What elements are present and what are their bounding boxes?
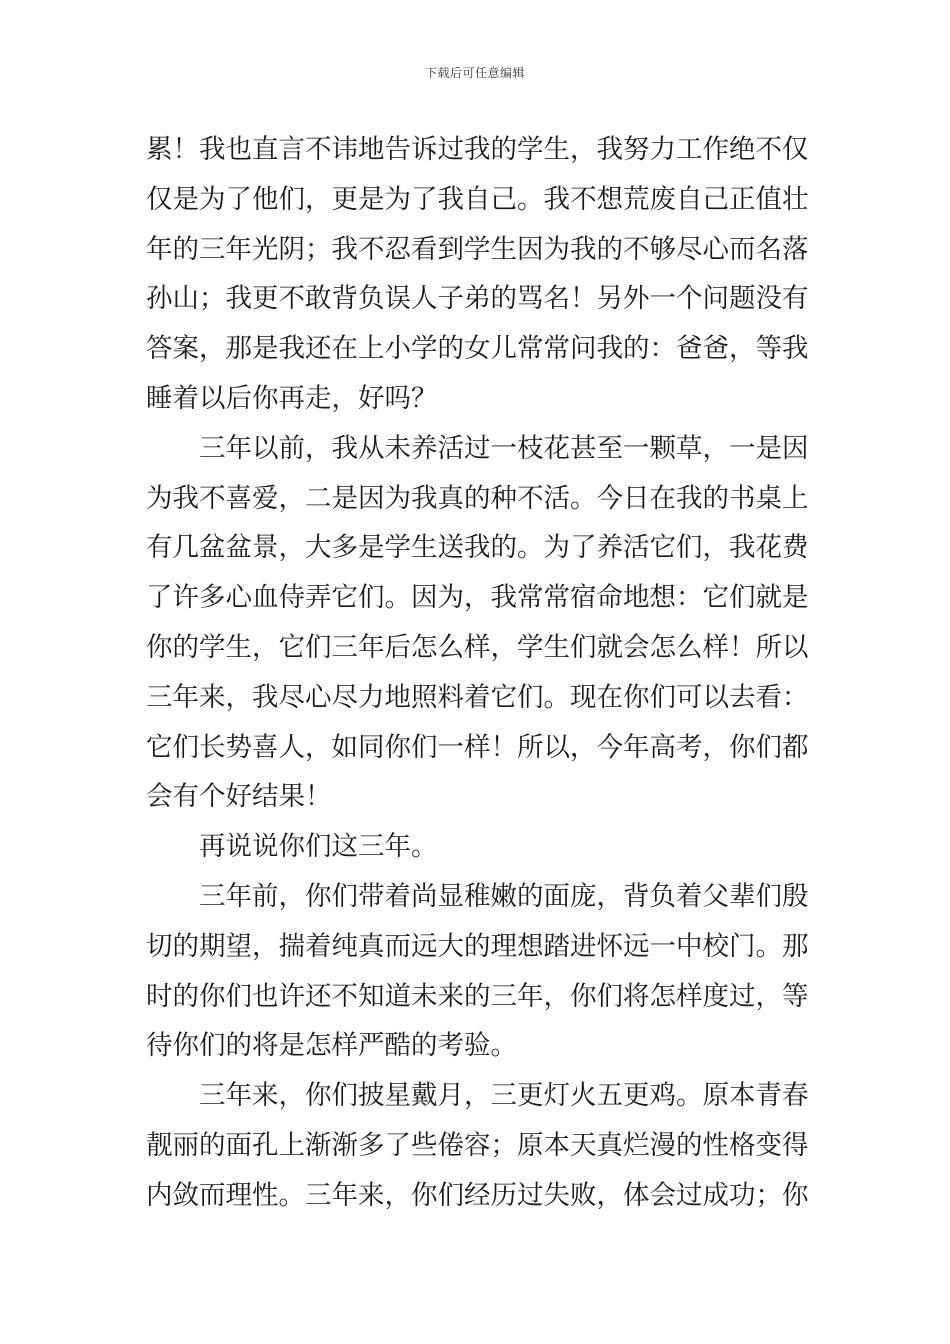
page-header: 下载后可任意编辑 [424,66,525,80]
text-line: 孙山；我更不敢背负误人子弟的骂名！另外一个问题没有 [146,283,809,315]
text-line: 三年来，我尽心尽力地照料着它们。现在你们可以去看： [146,681,809,713]
text-line: 仅是为了他们，更是为了我自己。我不想荒废自己正值壮 [146,183,809,215]
text-line: 待你们的将是怎样严酷的考验。 [146,1030,517,1062]
text-line: 了许多心血侍弄它们。因为，我常常宿命地想：它们就是 [146,582,809,614]
text-line: 有几盆盆景，大多是学生送我的。为了养活它们，我花费 [146,532,809,564]
text-line: 答案，那是我还在上小学的女儿常常问我的：爸爸，等我 [146,333,809,365]
text-line: 会有个好结果！ [146,781,332,813]
text-line: 年的三年光阴；我不忍看到学生因为我的不够尽心而名落 [146,233,809,265]
document-body [146,125,809,1221]
text-line: 三年前，你们带着尚显稚嫩的面庞，背负着父辈们殷 [199,880,809,912]
text-line: 三年以前，我从未养活过一枝花甚至一颗草，一是因 [199,432,809,464]
text-line: 睡着以后你再走，好吗？ [146,382,438,414]
text-line: 你的学生，它们三年后怎么样，学生们就会怎么样！所以 [146,631,809,663]
text-line: 它们长势喜人，如同你们一样！所以，今年高考，你们都 [146,731,809,763]
text-line: 为我不喜爱，二是因为我真的种不活。今日在我的书桌上 [146,482,809,514]
text-line: 时的你们也许还不知道未来的三年，你们将怎样度过，等 [146,980,809,1012]
text-line: 内敛而理性。三年来，你们经历过失败，体会过成功；你 [146,1179,809,1211]
text-line: 靓丽的面孔上渐渐多了些倦容；原本天真烂漫的性格变得 [146,1129,809,1161]
text-line: 三年来，你们披星戴月，三更灯火五更鸡。原本青春 [199,1080,809,1112]
text-line: 切的期望，揣着纯真而远大的理想踏进怀远一中校门。那 [146,930,809,962]
text-line: 累！我也直言不讳地告诉过我的学生，我努力工作绝不仅 [146,134,809,165]
text-line: 再说说你们这三年。 [199,831,438,863]
